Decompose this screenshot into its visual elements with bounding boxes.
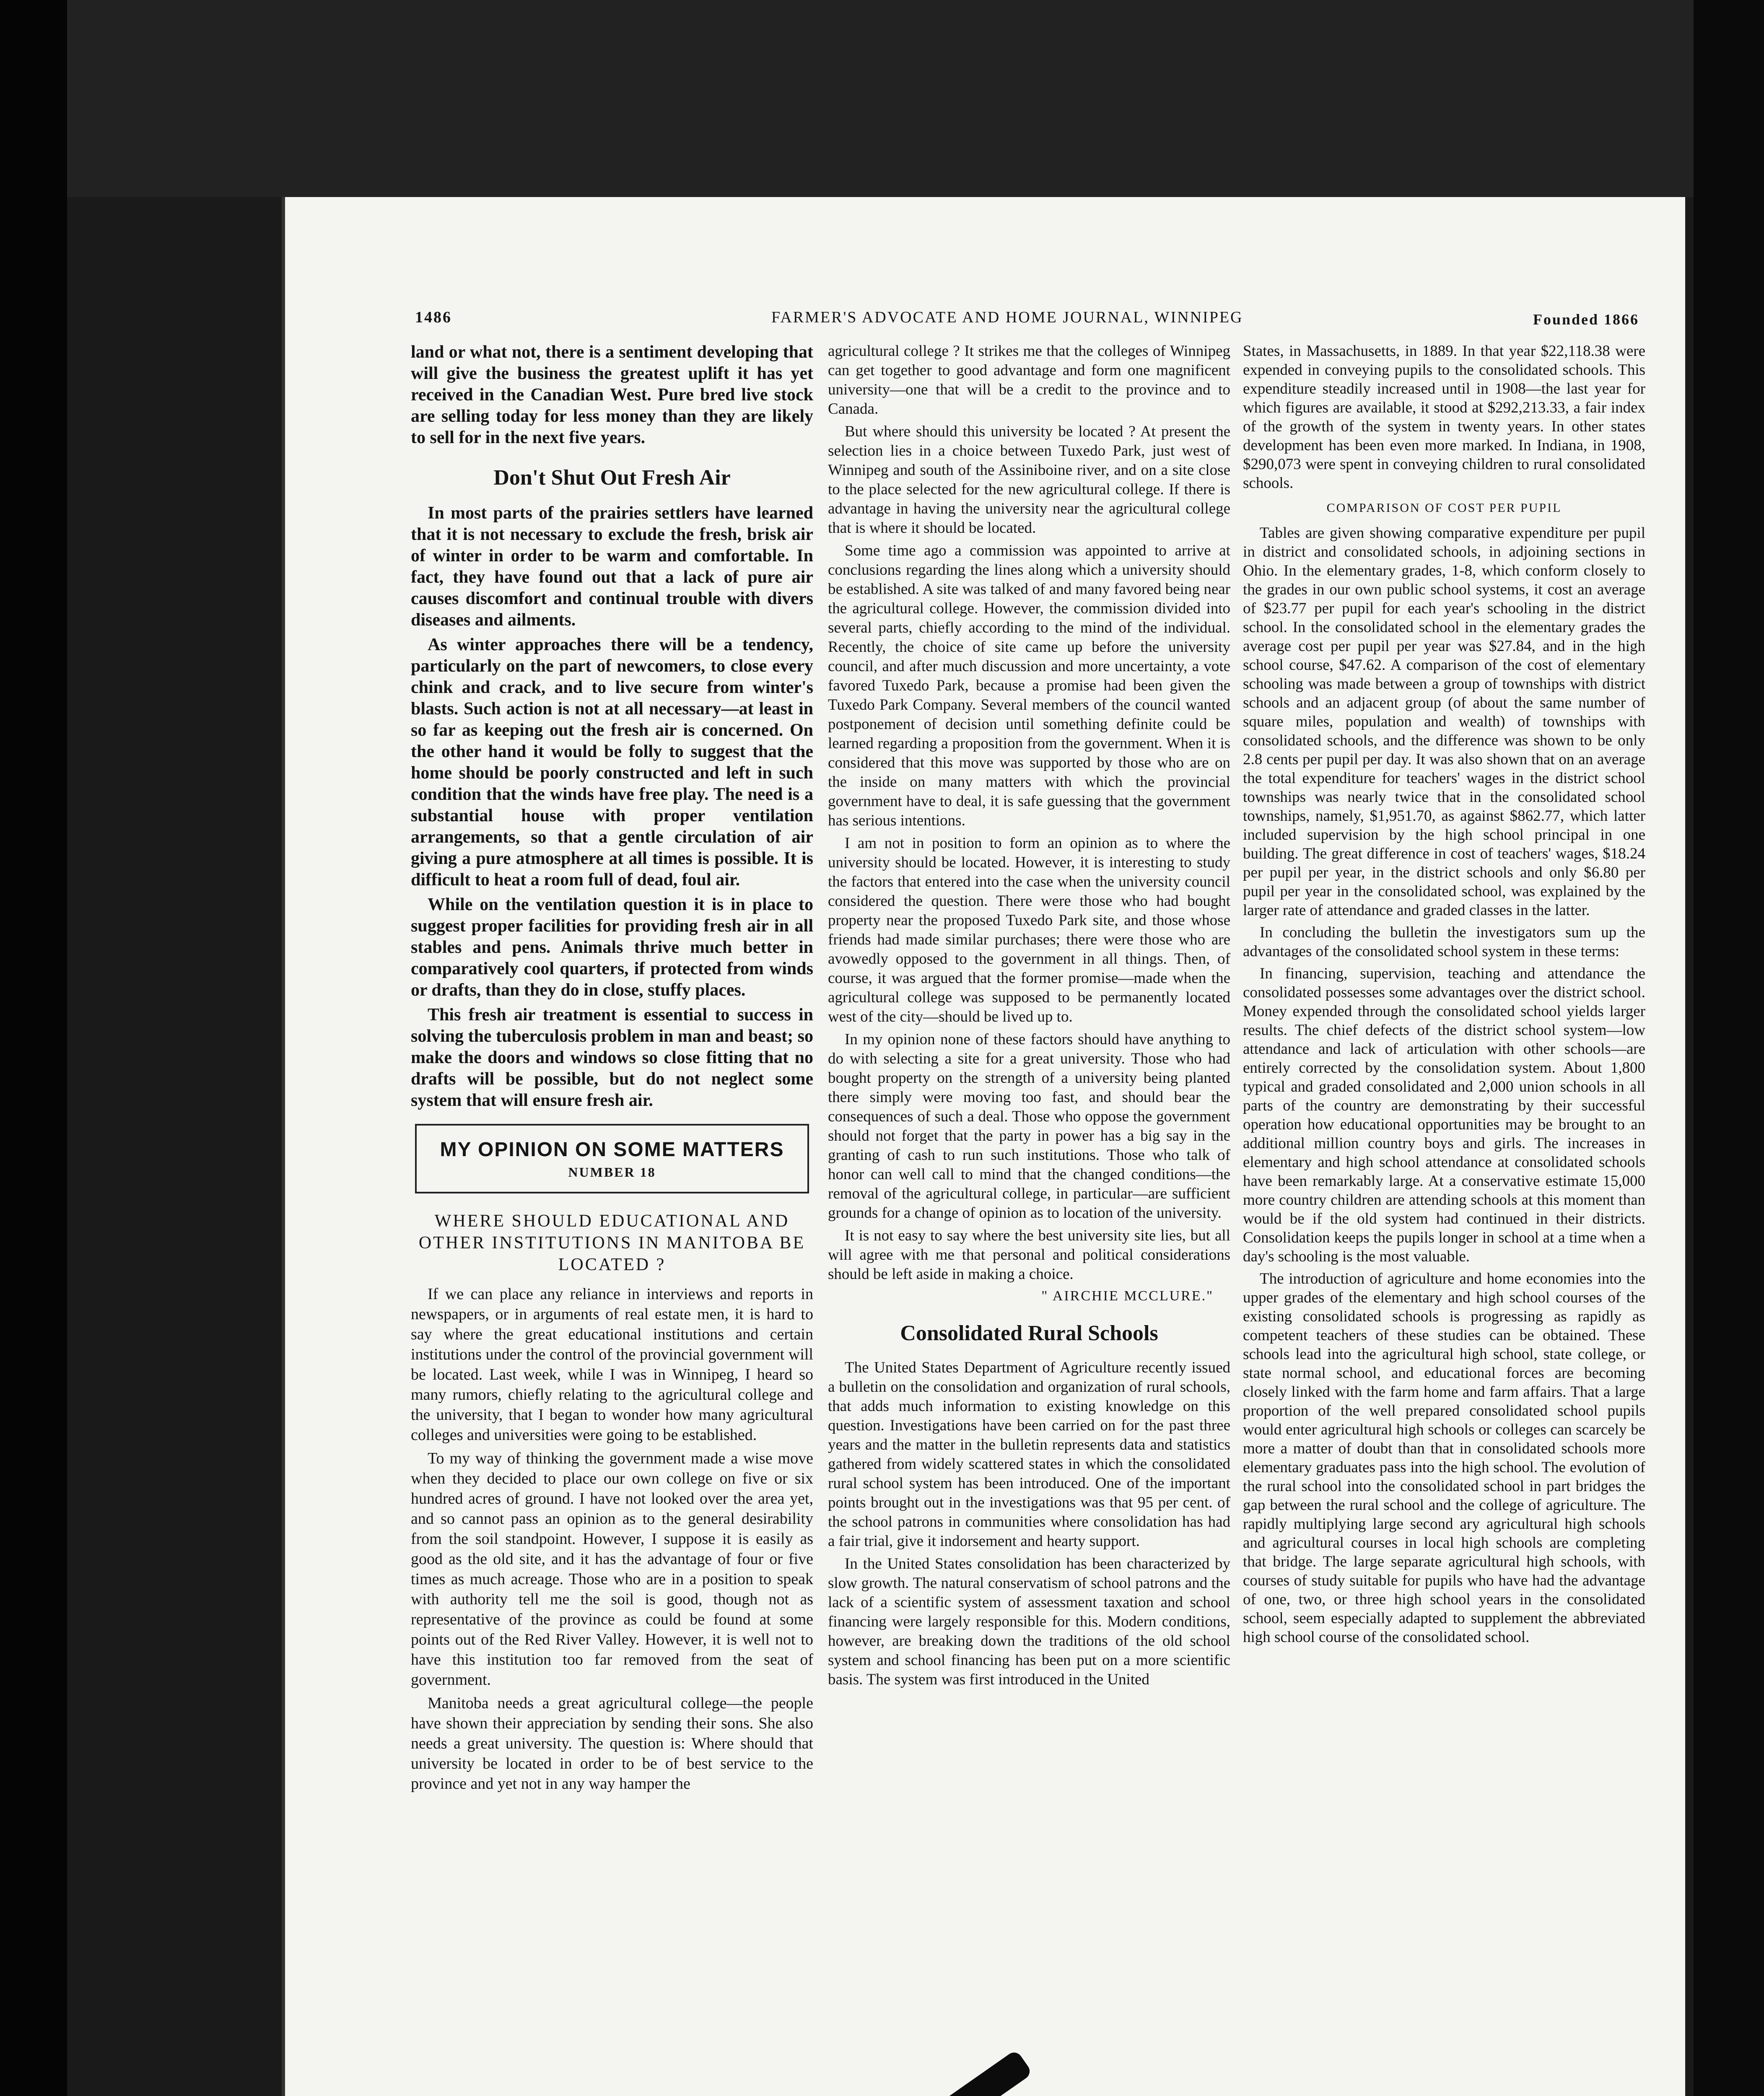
fresh-air-article (411, 503, 813, 1111)
rural-schools-headline: Consolidated Rural Schools (900, 1321, 1158, 1345)
rural-paragraph: The United States Department of Agriculture recently issued a bulletin on the consolidation and organization of rural schools, that adds much information to existing knowledge on this question. Investigations have been carried on for the past three years and the matter in the bulletin represents data and statistics gathered from widely scattered states in which the consolidated rural school system has been introduced. One of the important points brought out in the investigations was that 95 per cent. of the school patrons in communities where consolidation has had a fair trial, give it indorsement and hearty support. (828, 1359, 1230, 1550)
opinion-paragraph: Some time ago a commission was appointed to arrive at conclusions regarding the lines along which a university should be established. A site was talked of and many favored being near the agricultural college. However, the commission divided into several parts, chiefly according to the mind of the individual. Recently, the choice of site came up before the university council, and after much discussion and more uncertainty, a vote favored Tuxedo Park, because a promise had been given the Tuxedo Park Company. Several members of the council wanted postponement of decision until something definite could be learned regarding a proposition from the government. When it is considered that this move was supported by those who are on the inside on many matters with which the provincial government have to deal, it is safe guessing that the government has serious intentions. (828, 542, 1230, 829)
page-number: 1486 (415, 309, 452, 326)
scan-right-gutter (1694, 0, 1764, 2096)
scan-top-band (67, 0, 1694, 197)
intro-paragraph: land or what not, there is a sentiment developing that will give the business the greatest uplift it has yet received in the Canadian West. Pure bred live stock are selling today for less money than they are likely to sell for in the next five years. (411, 342, 813, 447)
opinion-box (415, 1124, 809, 1193)
fresh-air-paragraph: As winter approaches there will be a tendency, particularly on the part of newcomers, to close every chink and crack, and to live secure from winter's blasts. Such action is not at all necessary—at least in so far as keeping out the fresh air is concerned. On the other hand it would be folly to suggest that the home should be poorly constructed and left in such condition that the winds have free play. The need is a substantial house with proper ventilation arrangements, so that a gentle circulation of air giving a pure atmosphere at all times is possible. It is difficult to heat a room full of dead, foul air. (411, 635, 813, 890)
fresh-air-paragraph: This fresh air treatment is essential to success in solving the tuberculosis problem in man and beast; so make the doors and windows so close fitting that no drafts will be possible, but do not neglect some system that will ensure fresh air. (411, 1005, 813, 1110)
opinion-box-number: NUMBER 18 (568, 1165, 656, 1180)
fresh-air-paragraph: In most parts of the prairies settlers have learned that it is not necessary to exclude the fresh, brisk air of winter in order to be warm and comfortable. In fact, they have found out that a lack of pure air causes discomfort and continual trouble with divers diseases and ailments. (411, 503, 813, 630)
opinion-continued (828, 342, 1230, 1284)
opinion-paragraph: I am not in position to form an opinion as to where the university should be located. However, it is interesting to study the factors that entered into the case when the university council considered the question. There were those who had bought property near the proposed Tuxedo Park site, and those whose friends had made similar purchases; there were those who are avowedly opposed to the government in all things. Then, of course, it was argued that the former promise—made when the agricultural college was supposed to be permanently located west of the city—should be lived up to. (828, 835, 1230, 1025)
rural-paragraph: In the United States consolidation has been characterized by slow growth. The natural conservatism of school patrons and the lack of a scientific system of assessment taxation and school financing were largely responsible for this. Modern conditions, however, are breaking down the traditions of the old school system and school financing has been put on a more scientific basis. The system was first introduced in the United (828, 1555, 1230, 1688)
cost-subheading: COMPARISON OF COST PER PUPIL (1326, 501, 1562, 515)
scan-left-gutter (0, 0, 67, 2096)
journal-title: FARMER'S ADVOCATE AND HOME JOURNAL, WINNIPEG (771, 309, 1243, 326)
rural-paragraph: In financing, supervision, teaching and attendance the consolidated possesses some advantages over the district school. Money expended through the consolidated school yields larger results. The chief defects of the district school system—low attendance and lack of articulation with other schools—are entirely corrected by the consolidation system. About 1,800 typical and graded consolidated and 2,000 union schools in all parts of the country are demonstrating by their successful operation how educational opportunities may be brought to an additional million country boys and girls. The increases in elementary and high school attendance at consolidated schools have been remarkably large. At a conservative estimate 15,000 more country children are attending schools at this moment than would be if the old system had continued in their districts. Consolidation keeps the pupils longer in school at a time when a day's schooling is the most valuable. (1243, 965, 1645, 1265)
column-1 (411, 342, 813, 1797)
opinion-paragraph: Manitoba needs a great agricultural college—the people have shown their appreciation by sending their sons. She also needs a great university. The question is: Where should that university be located in order to be of best service to the province and yet not in any way hamper the (411, 1694, 813, 1792)
rural-schools-article (828, 1358, 1230, 1689)
column-3 (1243, 342, 1645, 1650)
rural-paragraph: States, in Massachusetts, in 1889. In that year $22,118.38 were expended in conveying pupils to the consolidated schools. This expenditure steadily increased until in 1908—the last year for which figures are available, it stood at $292,213.33, a fair index of the growth of the system in twenty years. In other states development has been even more marked. In Indiana, in 1908, $290,073 were spent in conveying children to rural consolidated schools. (1243, 342, 1645, 492)
opinion-headline: WHERE SHOULD EDUCATIONAL AND OTHER INSTITUTIONS IN MANITOBA BE LOCATED ? (418, 1211, 806, 1274)
founded-note: Founded 1866 (1533, 311, 1639, 328)
opinion-paragraph: But where should this university be located ? At present the selection lies in a choice between Tuxedo Park, just west of Winnipeg and south of the Assiniboine river, and on a site close to the place selected for the new agricultural college. If there is advantage in having the university near the agricultural college that is where it should be located. (828, 423, 1230, 537)
opinion-paragraph: To my way of thinking the government made a wise move when they decided to place our own college on five or six hundred acres of ground. I have not looked over the area yet, and so cannot pass an opinion as to the general desirability from the soil standpoint. However, I suppose it is easily as good as the old site, and it has the advantage of four or five times as much acreage. Those who are in a position to speak with authority tell me the soil is good, though not as representative of the province as could be found at some points out of the Red River Valley. However, it is well not to have this institution too far removed from the seat of government. (411, 1450, 813, 1689)
opinion-paragraph: If we can place any reliance in interviews and reports in newspapers, or in arguments of real estate men, it is hard to say where the great educational institutions and certain institutions under the control of the provincial government will be located. Last week, while I was in Winnipeg, I heard so many rumors, chiefly relating to the agricultural college and the university, that I began to wonder how many agricultural colleges and universities were going to be established. (411, 1285, 813, 1444)
page-header (415, 308, 1639, 337)
column-2 (828, 342, 1230, 1693)
rural-paragraph: Tables are given showing comparative expenditure per pupil in district and consolidated schools, in adjoining sections in Ohio. In the elementary grades, 1-8, which conform closely to the grades in our own public school systems, it cost an average of $23.77 per pupil for each year's schooling in the district school. In the consolidated school in the elementary grades the average cost per pupil per year was $27.84, and in the high school course, $47.62. A comparison of the cost of elementary schooling was made between a group of townships with district schools and an adjacent group (of about the same number of square miles, population and wealth) of townships with consolidated schools, and the difference was shown to be only 2.8 cents per pupil per day. It was also shown that on an average the total expenditure for teachers' wages in the district school townships was nearly twice that in the consolidated school townships, namely, $1,951.70, as against $862.77, which latter included supervision by the high school principal in one building. The great difference in cost of teachers' wages, $18.24 per pupil per year, in the district schools and only $6.80 per pupil per year in the consolidated school, was explained by the larger rate of attendance and graded classes in the latter. (1243, 524, 1645, 919)
rural-paragraph: The introduction of agriculture and home economies into the upper grades of the elementary and high school courses of the existing consolidated schools is progressing as rapidly as competent teachers of these studies can be obtained. These schools lead into the agricultural high school, state college, or state normal school, and educational forces are becoming closely linked with the farm home and farm affairs. That a large proportion of the well prepared consolidated school pupils would enter agricultural high schools or colleges can scarcely be more a matter of doubt than that in consolidated schools more elementary graduates pass into the high school. The evolution of the rural school into the consolidated school in part bridges the gap between the rural school and the college of agriculture. The rapidly multiplying large second ary agricultural high schools and agricultural courses in local high schools are completing that bridge. The large separate agricultural high schools, with courses of study suitable for pupils who have had the advantage of one, two, or three high school years in the consolidated school, seem especially adapted to supplement the abbreviated high school course of the consolidated school. (1243, 1270, 1645, 1646)
opinion-paragraph: agricultural college ? It strikes me that the colleges of Winnipeg can get together to good advantage and form one magnificent university—one that will be a credit to the province and to Canada. (828, 342, 1230, 418)
rural-paragraph: In concluding the bulletin the investigators sum up the advantages of the consolidated school system in these terms: (1243, 924, 1645, 960)
intro-block (411, 342, 813, 449)
opinion-paragraph: It is not easy to say where the best university site lies, but all will agree with me that personal and political considerations should be left aside in making a choice. (828, 1227, 1230, 1283)
author-signature: " AIRCHIE MCCLURE." (1041, 1288, 1214, 1304)
opinion-paragraph: In my opinion none of these factors should have anything to do with selecting a site for a great university. Those who had bought property on the strength of a university being planted there simply were moving too fast, and should bear the consequences of such a deal. Those who oppose the government should not forget that the party in power has a big say in the granting of cash to run such institutions. Those who talk of honor can well call to mind that the changed conditions—the removal of the agricultural college, in particular—are sufficient grounds for a change of opinion as to location of the university. (828, 1031, 1230, 1222)
opinion-box-title: MY OPINION ON SOME MATTERS (440, 1139, 784, 1161)
fresh-air-headline: Don't Shut Out Fresh Air (493, 466, 731, 490)
fresh-air-paragraph: While on the ventilation question it is in place to suggest proper facilities for providing fresh air in all stables and pens. Animals thrive much better in comparatively cool quarters, if protected from winds or drafts, than they do in close, stuffy places. (411, 895, 813, 1000)
